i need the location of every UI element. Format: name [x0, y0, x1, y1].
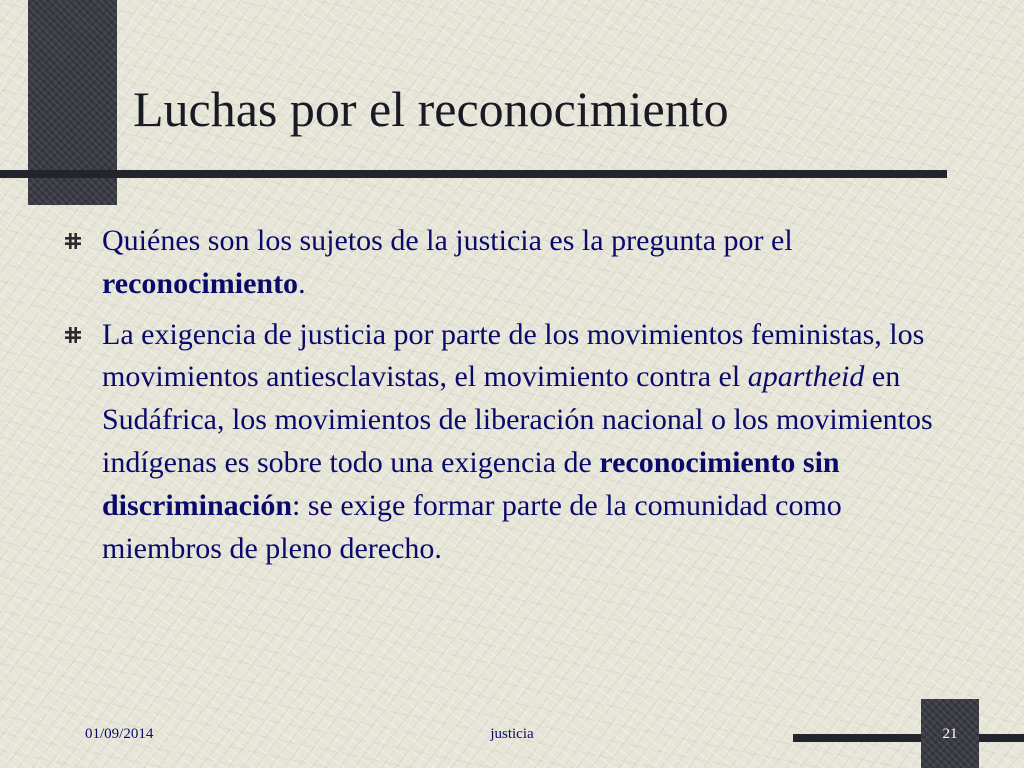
bullet-bold-text: reconocimiento sin discriminación: [102, 445, 840, 522]
bullet-item: [62, 314, 962, 571]
bullet-italic-text: apartheid: [747, 360, 865, 394]
bullet-text: La exigencia de justicia por parte de los movimientos feministas, los movimientos antiesclavistas, el movimiento contra el: [102, 317, 925, 394]
slide-title: Luchas por el reconocimiento: [133, 81, 729, 137]
bullet-text: .: [298, 266, 306, 300]
title-divider: [0, 170, 947, 178]
footer-date: 01/09/2014: [85, 726, 154, 742]
hash-icon: [65, 327, 81, 343]
slide-content: [62, 220, 962, 578]
bullet-item: [62, 220, 962, 306]
bullet-text: Quiénes son los sujetos de la justicia es la pregunta por el: [102, 224, 793, 257]
bullet-text: en Sudáfrica, los movimientos de liberación nacional o los movimientos indígenas es sobre todo una exigencia de: [102, 360, 933, 479]
footer-divider: [793, 734, 1024, 742]
hash-icon: [65, 233, 81, 249]
footer-title: justicia: [490, 726, 534, 742]
page-number: 21: [942, 726, 958, 742]
bullet-bold-text: reconocimiento: [102, 266, 299, 300]
bullet-text: : se exige formar parte de la comunidad como miembros de pleno derecho.: [102, 488, 842, 565]
